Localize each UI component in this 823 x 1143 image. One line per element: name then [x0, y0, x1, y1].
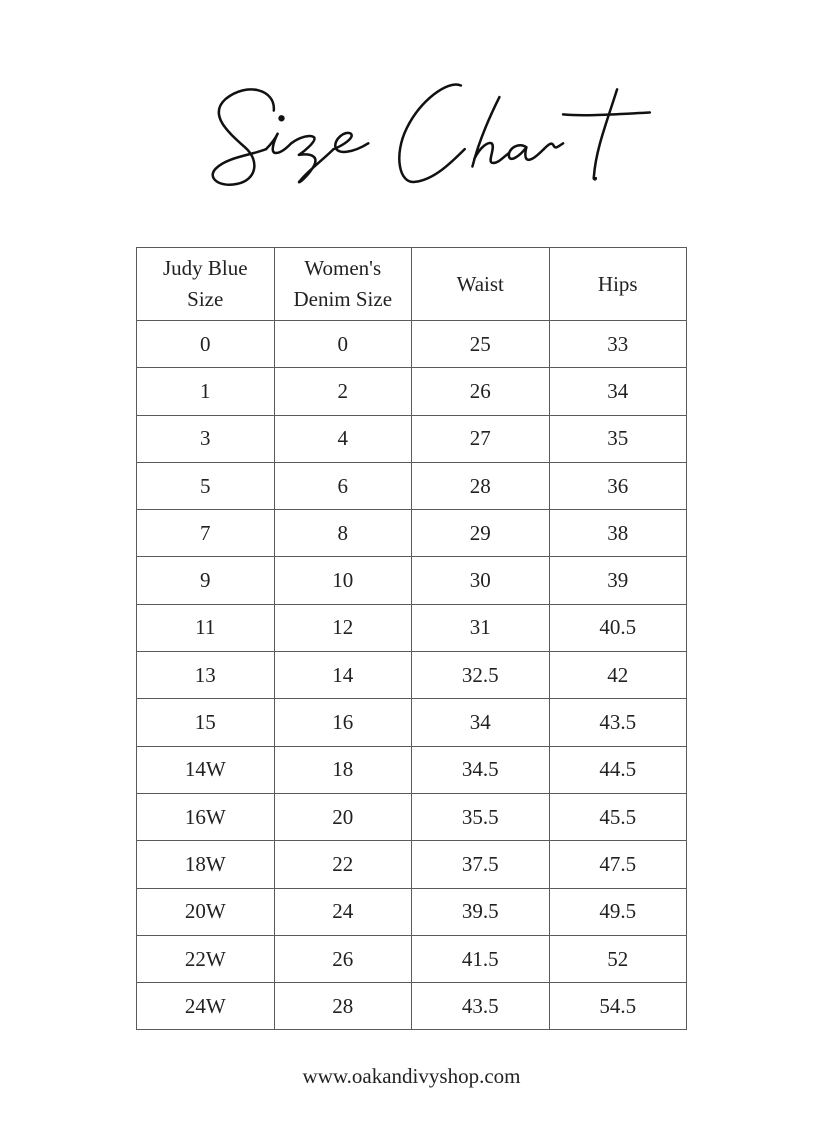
- cell-hips: 42: [549, 652, 687, 699]
- cell-judy-blue-size: 24W: [137, 983, 275, 1030]
- cell-judy-blue-size: 20W: [137, 888, 275, 935]
- cell-judy-blue-size: 14W: [137, 746, 275, 793]
- cell-waist: 41.5: [412, 935, 550, 982]
- footer-url: www.oakandivyshop.com: [302, 1064, 521, 1088]
- cell-hips: 54.5: [549, 983, 687, 1030]
- cell-hips: 49.5: [549, 888, 687, 935]
- cell-judy-blue-size: 7: [137, 510, 275, 557]
- cell-judy-blue-size: 3: [137, 415, 275, 462]
- cell-womens-denim-size: 6: [274, 462, 412, 509]
- table-row: [137, 841, 687, 888]
- cell-hips: 44.5: [549, 746, 687, 793]
- cell-judy-blue-size: 1: [137, 368, 275, 415]
- cell-womens-denim-size: 4: [274, 415, 412, 462]
- cell-waist: 32.5: [412, 652, 550, 699]
- table-row: [137, 415, 687, 462]
- cell-waist: 27: [412, 415, 550, 462]
- cell-hips: 36: [549, 462, 687, 509]
- table-row: [137, 793, 687, 840]
- cell-womens-denim-size: 12: [274, 604, 412, 651]
- cell-womens-denim-size: 26: [274, 935, 412, 982]
- cell-waist: 34.5: [412, 746, 550, 793]
- cell-womens-denim-size: 10: [274, 557, 412, 604]
- cell-waist: 34: [412, 699, 550, 746]
- table-header-row: [137, 248, 687, 321]
- cell-womens-denim-size: 16: [274, 699, 412, 746]
- cell-womens-denim-size: 0: [274, 321, 412, 368]
- table-row: [137, 321, 687, 368]
- cell-womens-denim-size: 14: [274, 652, 412, 699]
- table-row: [137, 983, 687, 1030]
- header-line: Waist: [456, 271, 504, 296]
- cell-waist: 39.5: [412, 888, 550, 935]
- table-row: [137, 699, 687, 746]
- cell-judy-blue-size: 9: [137, 557, 275, 604]
- cell-judy-blue-size: 5: [137, 462, 275, 509]
- cell-waist: 29: [412, 510, 550, 557]
- cell-hips: 43.5: [549, 699, 687, 746]
- cell-womens-denim-size: 20: [274, 793, 412, 840]
- size-chart-table: [136, 247, 687, 1030]
- page-title: [195, 72, 665, 207]
- cell-waist: 26: [412, 368, 550, 415]
- table-row: [137, 604, 687, 651]
- header-line: Women's: [304, 256, 382, 280]
- cell-waist: 30: [412, 557, 550, 604]
- cell-womens-denim-size: 18: [274, 746, 412, 793]
- table-row: [137, 510, 687, 557]
- cell-womens-denim-size: 24: [274, 888, 412, 935]
- cell-hips: 33: [549, 321, 687, 368]
- cell-waist: 31: [412, 604, 550, 651]
- cell-hips: 40.5: [549, 604, 687, 651]
- cell-hips: 35: [549, 415, 687, 462]
- cell-judy-blue-size: 0: [137, 321, 275, 368]
- script-title-graphic: [195, 72, 665, 207]
- cell-waist: 25: [412, 321, 550, 368]
- header-womens-denim-size: [274, 248, 412, 321]
- header-judy-blue-size: [137, 248, 275, 321]
- header-line: Size: [187, 287, 224, 311]
- table-row: [137, 935, 687, 982]
- cell-womens-denim-size: 22: [274, 841, 412, 888]
- cell-hips: 47.5: [549, 841, 687, 888]
- cell-judy-blue-size: 13: [137, 652, 275, 699]
- header-line: Hips: [597, 271, 638, 296]
- table-row: [137, 462, 687, 509]
- cell-waist: 28: [412, 462, 550, 509]
- header-line: Judy Blue: [162, 256, 248, 280]
- cell-judy-blue-size: 15: [137, 699, 275, 746]
- cell-waist: 35.5: [412, 793, 550, 840]
- table-row: [137, 652, 687, 699]
- table-row: [137, 888, 687, 935]
- cell-womens-denim-size: 2: [274, 368, 412, 415]
- table-row: [137, 368, 687, 415]
- cell-hips: 52: [549, 935, 687, 982]
- cell-judy-blue-size: 16W: [137, 793, 275, 840]
- cell-waist: 43.5: [412, 983, 550, 1030]
- cell-judy-blue-size: 11: [137, 604, 275, 651]
- cell-judy-blue-size: 22W: [137, 935, 275, 982]
- cell-womens-denim-size: 28: [274, 983, 412, 1030]
- header-hips: [549, 248, 687, 321]
- header-waist: [412, 248, 550, 321]
- table-row: [137, 746, 687, 793]
- header-line: Denim Size: [293, 287, 393, 311]
- cell-hips: 38: [549, 510, 687, 557]
- cell-hips: 45.5: [549, 793, 687, 840]
- cell-waist: 37.5: [412, 841, 550, 888]
- table-body: [137, 321, 687, 1030]
- table-row: [137, 557, 687, 604]
- cell-womens-denim-size: 8: [274, 510, 412, 557]
- cell-judy-blue-size: 18W: [137, 841, 275, 888]
- cell-hips: 34: [549, 368, 687, 415]
- cell-hips: 39: [549, 557, 687, 604]
